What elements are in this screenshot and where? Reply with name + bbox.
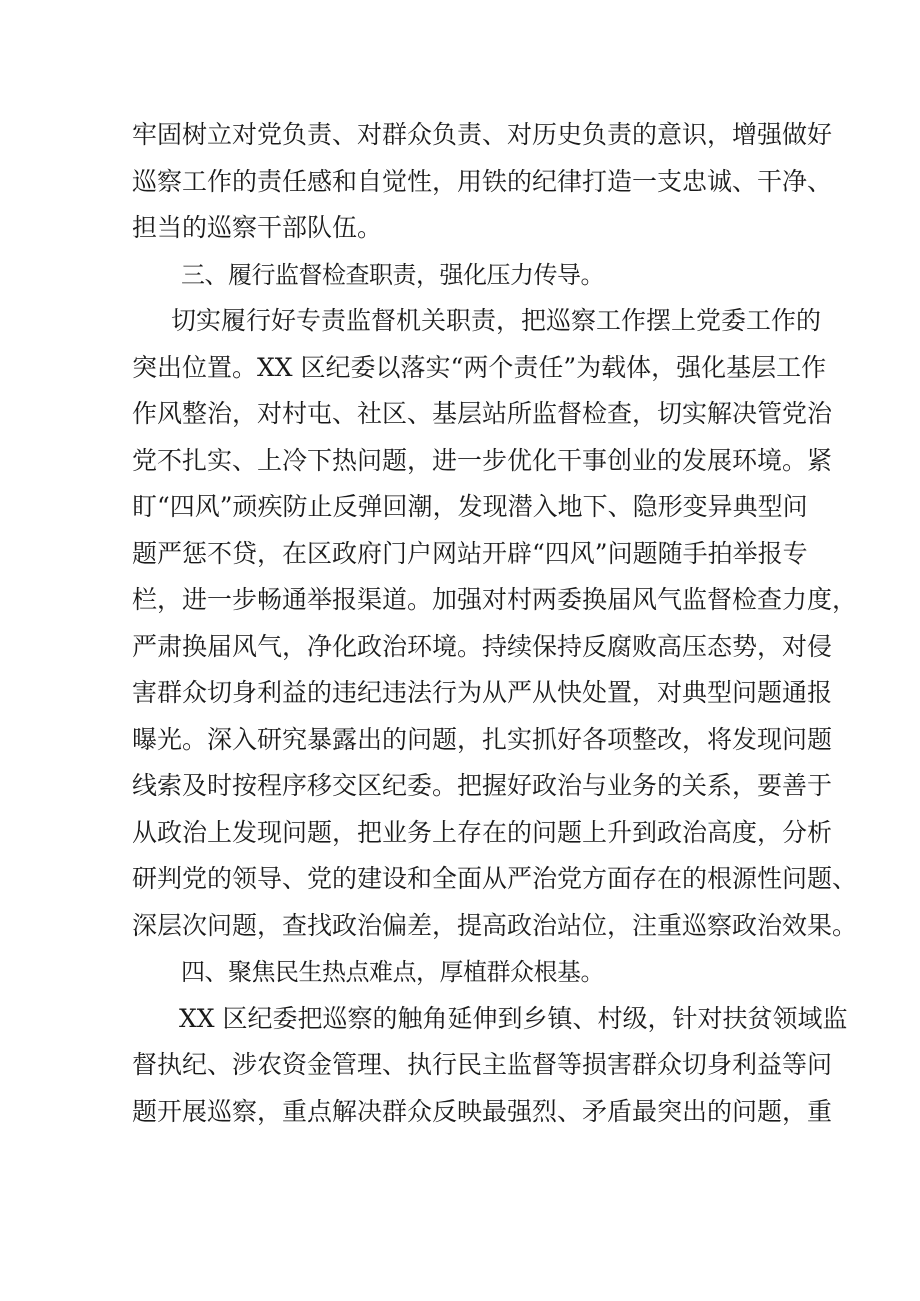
section-heading-4: 四、聚焦民生热点难点，厚植群众根基。 xyxy=(181,958,604,986)
document-page xyxy=(132,112,858,1135)
text-line: 作风整治，对村屯、社区、基层站所监督检查，切实解决管党治 xyxy=(132,399,833,428)
text-line: 巡察工作的责任感和自觉性，用铁的纪律打造一支忠诚、干净、 xyxy=(132,166,833,196)
text-line: 牢固树立对党负责、对群众负责、对历史负责的意识，增强做好 xyxy=(132,120,833,149)
text-line: 研判党的领导、党的建设和全面从严治党方面存在的根源性问题、 xyxy=(132,864,858,893)
text-line: 题开展巡察，重点解决群众反映最强烈、矛盾最突出的问题，重 xyxy=(132,1096,833,1126)
text-line: 盯“四风”顽疾防止反弹回潮，发现潜入地下、隐形变异典型问 xyxy=(132,492,808,521)
text-line: 切实履行好专责监督机关职责，把巡察工作摆上党委工作的 xyxy=(171,306,822,335)
text-line: 突出位置。XX 区纪委以落实“两个责任”为载体，强化基层工作 xyxy=(132,352,827,382)
text-line: 栏，进一步畅通举报渠道。加强对村两委换届风气监督检查力度， xyxy=(132,585,858,614)
text-line: 曝光。深入研究暴露出的问题，扎实抓好各项整改，将发现问题 xyxy=(132,724,833,754)
text-line: 线索及时按程序移交区纪委。把握好政治与业务的关系，要善于 xyxy=(132,771,833,800)
text-line: 严肃换届风气，净化政治环境。持续保持反腐败高压态势，对侵 xyxy=(132,631,833,661)
text-line: 担当的巡察干部队伍。 xyxy=(132,213,383,242)
text-line: 害群众切身利益的违纪违法行为从严从快处置，对典型问题通报 xyxy=(132,678,833,707)
text-line: 题严惩不贷，在区政府门户网站开辟“四风”问题随手拍举报专 xyxy=(132,538,808,568)
text-line: 深层次问题，查找政治偏差，提高政治站位，注重巡察政治效果。 xyxy=(132,910,858,940)
text-line: 督执纪、涉农资金管理、执行民主监督等损害群众切身利益等问 xyxy=(132,1050,833,1079)
text-line: XX 区纪委把巡察的触角延伸到乡镇、村级，针对扶贫领域监 xyxy=(179,1003,848,1033)
text-line: 党不扎实、上冷下热问题，进一步优化干事创业的发展环境。紧 xyxy=(132,445,833,475)
text-line: 从政治上发现问题，把业务上存在的问题上升到政治高度，分析 xyxy=(132,817,833,847)
section-heading-3: 三、履行监督检查职责，强化压力传导。 xyxy=(181,260,604,289)
